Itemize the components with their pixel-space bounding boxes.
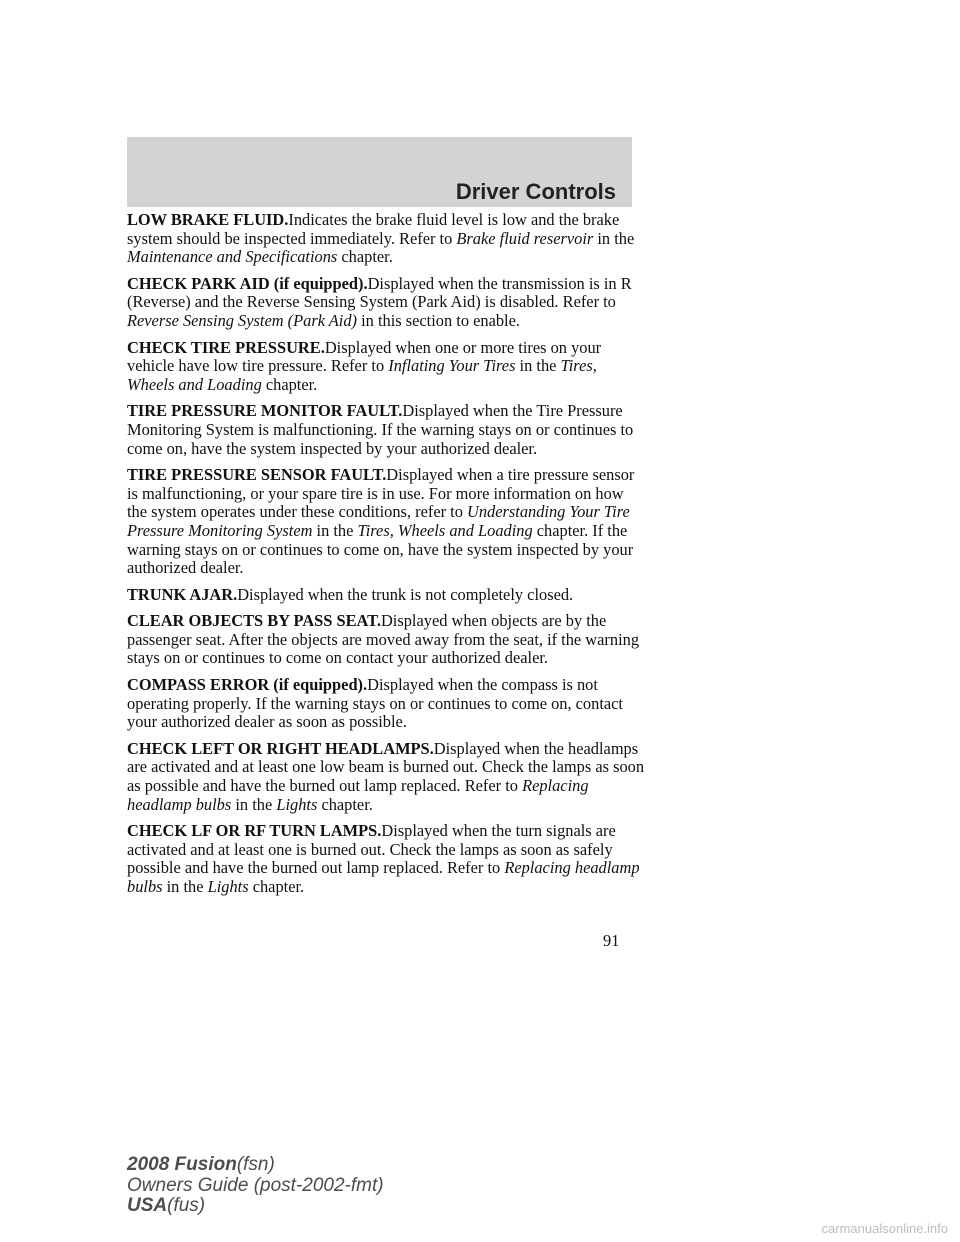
cross-reference: Inflating Your Tires (388, 356, 516, 376)
cross-reference: Replacing headlamp bulbs (127, 776, 589, 814)
cross-reference: Lights (276, 794, 318, 814)
cross-reference: Tires, Wheels and Loading (357, 520, 533, 540)
entry-compass-error: COMPASS ERROR (if equipped).Displayed when the compass is not operating properly. If the warning stays on or continues to come on, contact your authorized dealer as soon as possible. (127, 675, 623, 732)
document-footer (127, 1155, 384, 1217)
entry-low-brake-fluid: LOW BRAKE FLUID.Indicates the brake fluid level is low and the brake system should be inspected immediately. Refer to Brake fluid reservoir in the Maintenance and Specifications chapter. (127, 210, 635, 267)
site-watermark: carmanualsonline.info (821, 1221, 948, 1236)
entry-term: CHECK TIRE PRESSURE. (127, 337, 325, 357)
cross-reference: Maintenance and Specifications (127, 247, 338, 267)
entry-term: CHECK LF OR RF TURN LAMPS. (127, 821, 382, 841)
page-number: 91 (603, 931, 620, 950)
footer-line-market: USA(fus) (127, 1195, 206, 1216)
cross-reference: Reverse Sensing System (Park Aid) (127, 310, 358, 330)
entry-term: CLEAR OBJECTS BY PASS SEAT. (127, 611, 381, 631)
entry-check-turn-lamps: CHECK LF OR RF TURN LAMPS.Displayed when the turn signals are activated and at least one is burned out. Check the lamps as soon as safely possible and have the burned out lamp replaced. Refer to Replacing headlamp bulbs in the Lights chapter. (127, 821, 640, 896)
entry-term: LOW BRAKE FLUID. (127, 210, 289, 229)
section-title: Driver Controls (455, 179, 616, 204)
entry-check-tire-pressure: CHECK TIRE PRESSURE.Displayed when one or more tires on your vehicle have low tire pressure. Refer to Inflating Your Tires in the Tires, Wheels and Loading chapter. (127, 337, 602, 394)
entry-term: TIRE PRESSURE SENSOR FAULT. (127, 465, 387, 485)
cross-reference: Understanding Your Tire Pressure Monitoring System (127, 502, 630, 540)
entry-trunk-ajar: TRUNK AJAR.Displayed when the trunk is not completely closed. (127, 584, 574, 604)
cross-reference: Replacing headlamp bulbs (127, 858, 640, 896)
entry-tire-pressure-sensor-fault: TIRE PRESSURE SENSOR FAULT.Displayed when a tire pressure sensor is malfunctioning, or your spare tire is in use. For more information on how the system operates under these conditions, refer to Understanding Your Tire Pressure Monitoring System in the Tires, Wheels and Loading chapter. If the warning stays on or continues to come on, have the system inspected by your authorized dealer. (127, 465, 635, 578)
entry-term: COMPASS ERROR (if equipped). (127, 675, 368, 695)
footer-line-model: 2008 Fusion(fsn) (127, 1154, 275, 1175)
page-content (127, 211, 647, 905)
entry-check-park-aid: CHECK PARK AID (if equipped).Displayed when the transmission is in R (Reverse) and the Reverse Sensing System (Park Aid) is disabled. Refer to Reverse Sensing System (Park Aid) in this section to enable. (127, 273, 632, 330)
entry-clear-objects-by-pass-seat: CLEAR OBJECTS BY PASS SEAT.Displayed when objects are by the passenger seat. After the objects are moved away from the seat, if the warning stays on or continues to come on contact your authorized dealer. (127, 611, 640, 668)
entry-term: CHECK PARK AID (if equipped). (127, 273, 368, 293)
entry-term: CHECK LEFT OR RIGHT HEADLAMPS. (127, 738, 434, 758)
cross-reference: Lights (207, 877, 249, 896)
section-header-band (127, 137, 632, 207)
entry-tire-pressure-monitor-fault: TIRE PRESSURE MONITOR FAULT.Displayed when the Tire Pressure Monitoring System is malfunctioning. If the warning stays on or continues to come on, have the system inspected by your authorized dealer. (127, 401, 634, 458)
entry-check-headlamps: CHECK LEFT OR RIGHT HEADLAMPS.Displayed when the headlamps are activated and at least one low beam is burned out. Check the lamps as soon as possible and have the burned out lamp replaced. Refer to Replacing headlamp bulbs in the Lights chapter. (127, 738, 645, 814)
cross-reference: Tires, Wheels and Loading (127, 356, 597, 394)
entry-term: TRUNK AJAR. (127, 584, 238, 604)
entry-term: TIRE PRESSURE MONITOR FAULT. (127, 401, 403, 421)
footer-line-guide: Owners Guide (post-2002-fmt) (127, 1174, 384, 1196)
cross-reference: Brake fluid reservoir (456, 228, 594, 248)
